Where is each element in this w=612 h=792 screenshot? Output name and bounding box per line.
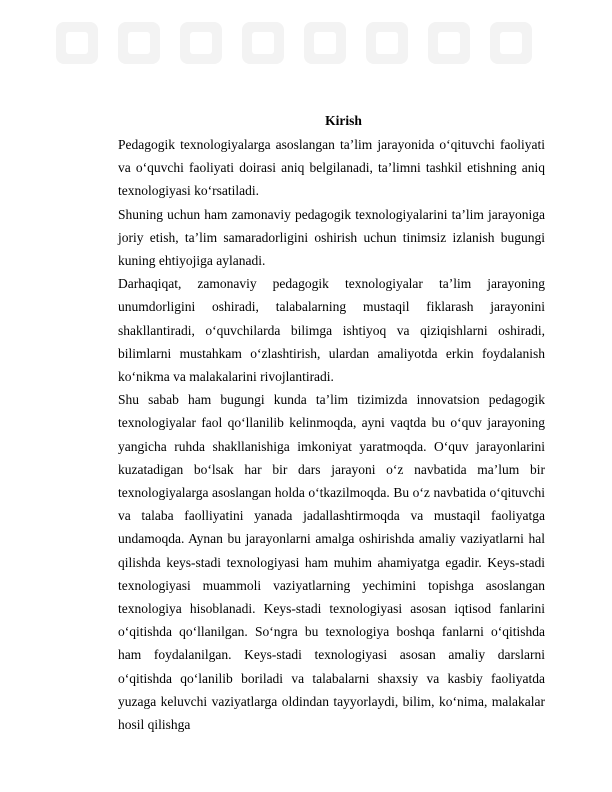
- paragraph-4: Shu sabab ham bugungi kunda ta’lim tizimizda innovatsion pedagogik texnologiyalar faol qo‘llanilib kelinmoqda, ayni vaqtda bu o‘quv jarayoning yangicha ruhda shakllanishiga imkoniyat yaratmoqda. O‘quv jarayonlarini kuzatadigan bo‘lsak har bir dars jarayoni o‘z navbatida ma’lum bir texnologiyalarga asoslangan holda o‘tkazilmoqda. Bu o‘z navbatida o‘qituvchi va talaba faolliyatini yanada jadallashtirmoqda va mustaqil faoliyatga undamoqda. Aynan bu jarayonlarni amalga oshirishda amaliy vaziyatlarni hal qilishda keys-stadi texnologiyasi ham muhim ahamiyatga egadir. Keys-stadi texnologiyasi muammoli vaziyatlarning yechimini topishga asoslangan texnologiya hisoblanadi. Keys-stadi texnologiyasi asosan iqtisod fanlarini o‘qitishda qo‘llanilgan. So‘ngra bu texnologiya boshqa fanlarni o‘qitishda ham foydalanilgan. Keys-stadi texnologiyasi asosan amaliy darslarni o‘qitishda qo‘lanilib boriladi va talabalarni shaxsiy va kasbiy faoliyatda yuzaga keluvchi vaziyatlarga oldindan tayyorlaydi, bilim, ko‘nima, malakalar hosil qilishga: [118, 392, 545, 733]
- watermark-logo: [0, 0, 612, 100]
- document-body: [118, 109, 545, 736]
- page-title: Kirish: [325, 113, 362, 128]
- paragraph-3: Darhaqiqat, zamonaviy pedagogik texnologiyalar ta’lim jarayoning unumdorligini oshiradi, talabalarning mustaqil fiklarash jarayonini shakllantiradi, o‘quvchilarda bilimga ishtiyoq va qiziqishlarni oshiradi, bilimlarni mustahkam o‘zlashtirish, ulardan amaliyotda erkin foydalanish ko‘nikma va malakalarini rivojlantiradi.: [118, 276, 545, 385]
- paragraph-2: Shuning uchun ham zamonaviy pedagogik texnologiyalarini ta’lim jarayoniga joriy etish, ta’lim samaradorligini oshirish uchun tinimsiz izlanish bugungi kuning ehtiyojiga aylanadi.: [118, 206, 545, 269]
- paragraph-1: Pedagogik texnologiyalarga asoslangan ta’lim jarayonida o‘qituvchi faoliyati va o‘quvchi faoliyati doirasi aniq belgilanadi, ta’limni tashkil etishning aniq texnologiyasi ko‘rsatiladi.: [118, 137, 545, 199]
